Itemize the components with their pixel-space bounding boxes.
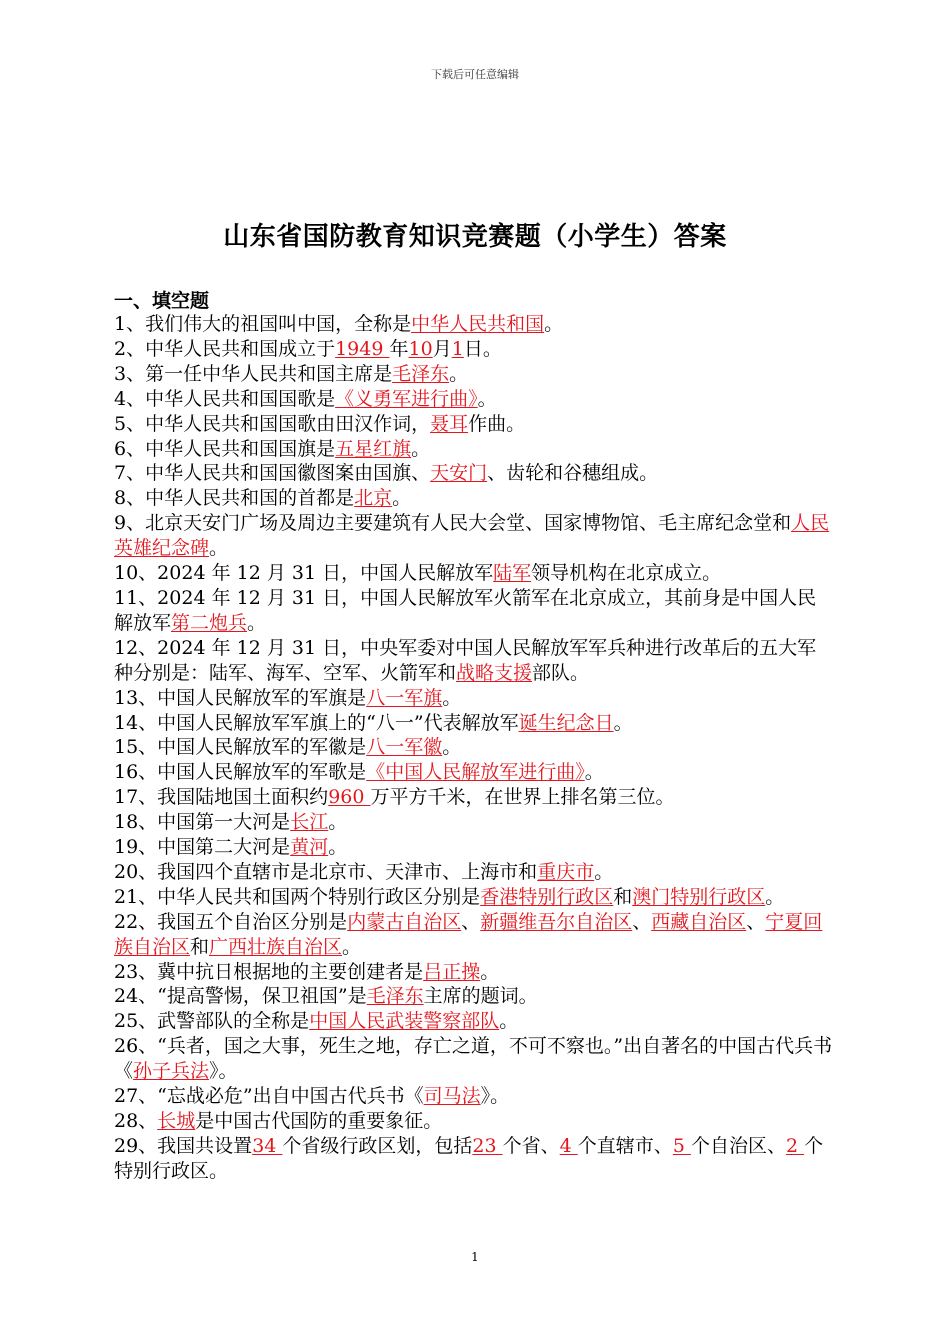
question-item: [114, 1109, 834, 1134]
question-item: [114, 586, 834, 636]
question-text: 。: [584, 761, 604, 784]
answer-text: 战略支援: [456, 661, 533, 684]
answer-text: 诞生纪念日: [518, 711, 614, 734]
question-text: 万平方千米，在世界上排名第三位。: [370, 786, 675, 809]
question-item: [114, 835, 834, 860]
answer-text: 10: [408, 337, 433, 360]
question-text: 。: [449, 362, 469, 385]
question-item: [114, 337, 834, 362]
answer-text: 《中国人民解放军进行曲》: [366, 761, 585, 784]
question-item: [114, 1034, 834, 1084]
question-text: 。: [594, 860, 614, 883]
question-text: 28、: [114, 1110, 158, 1132]
question-text: 4、中华人民共和国国歌是: [114, 387, 336, 410]
question-text: 18、中国第一大河是: [114, 811, 291, 834]
question-list: [114, 312, 834, 1184]
answer-text: 中国人民武装警察部队: [309, 1010, 500, 1033]
question-text: 个自治区、: [690, 1134, 786, 1157]
answer-text: 五星红旗: [335, 437, 412, 460]
answer-text: 960: [328, 786, 371, 809]
question-text: 、齿轮和谷穗组成。: [487, 462, 659, 485]
question-text: 。: [342, 935, 362, 958]
answer-text: 司马法: [423, 1085, 481, 1108]
answer-text: 澳门特别行政区: [632, 885, 766, 908]
answer-text: 内蒙古自治区: [347, 910, 462, 933]
question-text: 27、“忘战必危”出自中国古代兵书《: [114, 1085, 424, 1108]
question-text: 12、2024 年 12 月 31 日，中央军委对中国人民解放军军兵种进行改革后的五大军种分别是：陆军、海军、空军、火箭军和: [114, 636, 817, 684]
answer-text: 2: [785, 1134, 805, 1157]
question-text: 和: [190, 935, 210, 958]
question-text: 月: [432, 337, 452, 360]
question-item: [114, 860, 834, 885]
question-item: [114, 312, 834, 337]
answer-text: 第二炮兵: [171, 611, 248, 634]
question-text: 。: [765, 885, 785, 908]
question-item: [114, 735, 834, 760]
question-text: 19、中国第二大河是: [114, 836, 291, 859]
question-item: [114, 885, 834, 910]
answer-text: 西藏自治区: [651, 910, 747, 933]
question-text: 17、我国陆地国土面积约: [114, 786, 329, 809]
question-item: [114, 810, 834, 835]
question-text: 。: [442, 736, 462, 759]
question-text: 24、“提高警惕，保卫祖国”是: [114, 985, 367, 1008]
question-item: [114, 711, 834, 736]
question-text: 。: [328, 811, 348, 834]
question-text: 25、武警部队的全称是: [114, 1010, 310, 1033]
answer-text: 八一军徽: [366, 736, 443, 759]
question-text: 个特别行政区。: [114, 1134, 824, 1182]
question-text: 个省级行政区划，包括: [282, 1134, 473, 1157]
question-text: 23、冀中抗日根据地的主要创建者是: [114, 960, 424, 983]
answer-text: 天安门: [430, 462, 488, 485]
answer-text: 聂耳: [430, 412, 469, 435]
question-text: 和: [613, 885, 633, 908]
question-text: 。: [209, 537, 229, 560]
section-heading: 一、填空题: [114, 290, 210, 312]
question-item: [114, 412, 834, 437]
question-text: 。: [328, 836, 348, 859]
question-text: 7、中华人民共和国国徽图案由国旗、: [114, 462, 431, 485]
answer-text: 34: [252, 1134, 283, 1157]
question-text: 21、中华人民共和国两个特别行政区分别是: [114, 885, 481, 908]
answer-text: 香港特别行政区: [480, 885, 614, 908]
answer-text: 北京: [354, 487, 393, 510]
question-text: 10、2024 年 12 月 31 日，中国人民解放军: [114, 562, 494, 585]
question-text: 1、我们伟大的祖国叫中国，全称是: [114, 313, 412, 335]
question-text: 日。: [463, 337, 502, 360]
question-text: 年: [389, 337, 409, 360]
document-title: 山东省国防教育知识竞赛题（小学生）答案: [223, 222, 727, 252]
answer-text: 黄河: [290, 836, 329, 859]
question-text: 。: [544, 313, 564, 335]
question-item: [114, 686, 834, 711]
question-text: 20、我国四个直辖市是北京市、天津市、上海市和: [114, 860, 538, 883]
answer-text: 4: [559, 1134, 578, 1157]
question-item: [114, 960, 834, 985]
question-item: [114, 910, 834, 960]
question-item: [114, 785, 834, 810]
answer-text: 宁夏回族自治区: [114, 910, 823, 958]
question-text: 8、中华人民共和国的首都是: [114, 487, 355, 510]
answer-text: 新疆维吾尔自治区: [480, 910, 633, 933]
answer-text: 孙子兵法: [133, 1060, 210, 1083]
answer-text: 重庆市: [537, 860, 595, 883]
question-text: 。: [442, 686, 462, 709]
question-text: 14、中国人民解放军军旗上的“八一”代表解放军: [114, 711, 519, 734]
question-item: [114, 636, 834, 686]
question-item: [114, 387, 834, 412]
answer-text: 毛泽东: [366, 985, 424, 1008]
question-text: 29、我国共设置: [114, 1134, 253, 1157]
question-text: 、: [746, 910, 766, 933]
question-text: 。: [480, 960, 500, 983]
answer-text: 吕正操: [423, 960, 481, 983]
question-item: [114, 984, 834, 1009]
answer-text: 中华人民共和国: [411, 313, 545, 335]
question-text: 2、中华人民共和国成立于: [114, 337, 336, 360]
question-text: 领导机构在北京成立。: [531, 562, 722, 585]
question-text: 5、中华人民共和国国歌由田汉作词，: [114, 412, 431, 435]
question-text: 个省、: [502, 1134, 560, 1157]
question-text: 部队。: [532, 661, 590, 684]
question-item: [114, 486, 834, 511]
question-text: 9、北京天安门广场及周边主要建筑有人民大会堂、国家博物馆、毛主席纪念堂和: [114, 512, 792, 535]
page-header: 下载后可任意编辑: [431, 68, 519, 81]
answer-text: 5: [672, 1134, 691, 1157]
question-text: 26、“兵者，国之大事，死生之地，存亡之道，不可不察也。”出自著名的中国古代兵书《: [114, 1035, 833, 1083]
question-text: 个直辖市、: [577, 1134, 673, 1157]
question-text: 22、我国五个自治区分别是: [114, 910, 348, 933]
answer-text: 1: [451, 337, 464, 360]
question-item: [114, 1134, 834, 1184]
answer-text: 长江: [290, 811, 329, 834]
question-text: 。: [411, 437, 431, 460]
question-text: 11、2024 年 12 月 31 日，中国人民解放军火箭军在北京成立，其前身是中国人民解放军: [114, 586, 817, 634]
answer-text: 长城: [157, 1110, 196, 1132]
answer-text: 23: [472, 1134, 503, 1157]
question-text: 3、第一任中华人民共和国主席是: [114, 362, 393, 385]
question-item: [114, 437, 834, 462]
question-text: 、: [632, 910, 652, 933]
answer-text: 人民英雄纪念碑: [114, 512, 830, 560]
answer-text: 毛泽东: [392, 362, 450, 385]
answer-text: 陆军: [493, 562, 532, 585]
question-text: 。: [613, 711, 633, 734]
question-text: 。: [477, 387, 497, 410]
answer-text: 八一军旗: [366, 686, 443, 709]
question-item: [114, 362, 834, 387]
question-item: [114, 461, 834, 486]
question-text: 。: [247, 611, 267, 634]
question-text: 》。: [480, 1085, 510, 1108]
question-text: 是中国古代国防的重要象征。: [195, 1110, 443, 1132]
answer-text: 1949: [335, 337, 390, 360]
question-item: [114, 511, 834, 561]
question-text: 、: [461, 910, 481, 933]
question-text: 15、中国人民解放军的军徽是: [114, 736, 367, 759]
answer-text: 广西壮族自治区: [209, 935, 343, 958]
page-number: 1: [471, 1250, 479, 1264]
question-text: 16、中国人民解放军的军歌是: [114, 761, 367, 784]
question-item: [114, 561, 834, 586]
question-text: 》。: [209, 1060, 238, 1083]
question-item: [114, 760, 834, 785]
question-text: 。: [499, 1010, 519, 1033]
question-text: 作曲。: [468, 412, 526, 435]
question-text: 13、中国人民解放军的军旗是: [114, 686, 367, 709]
answer-text: 《义勇军进行曲》: [335, 387, 478, 410]
question-text: 。: [392, 487, 412, 510]
question-item: [114, 1009, 834, 1034]
question-item: [114, 1084, 834, 1109]
question-text: 主席的题词。: [423, 985, 538, 1008]
question-text: 6、中华人民共和国国旗是: [114, 437, 336, 460]
